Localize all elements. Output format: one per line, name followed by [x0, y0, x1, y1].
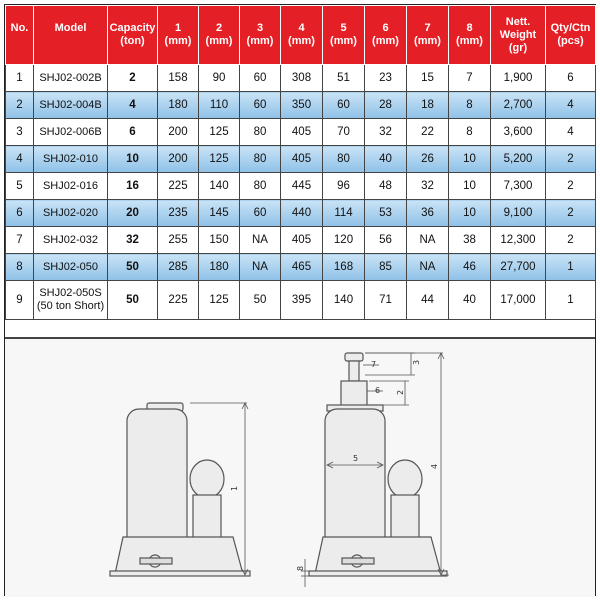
model-subtitle: (50 ton Short): [36, 300, 105, 312]
column-header-text: 6: [382, 22, 389, 34]
table-cell-d4: 440: [281, 200, 323, 227]
jack-dimension-drawing: [5, 337, 595, 597]
table-cell-d7: 26: [407, 146, 449, 173]
column-header: [407, 6, 449, 65]
column-header-text: (mm): [372, 35, 399, 47]
table-cell-d2: 150: [199, 227, 240, 254]
table-cell-capacity: 32: [108, 227, 158, 254]
column-header-text: (mm): [246, 35, 274, 47]
table-cell-d4: 405: [281, 227, 323, 254]
column-header: [199, 6, 240, 65]
pump-body: [193, 495, 221, 541]
column-header: [365, 6, 407, 65]
table-cell-capacity: 20: [108, 200, 158, 227]
table-cell-model: [34, 281, 108, 320]
ram: [341, 381, 367, 407]
column-header: [6, 6, 34, 65]
table-cell-d7: 32: [407, 173, 449, 200]
table-cell-d3: 50: [240, 281, 281, 320]
dim-label-6: 6: [375, 386, 381, 395]
model-name: SHJ02-016: [42, 179, 99, 192]
jack-cylinder: [127, 409, 187, 549]
table-cell-d1: 200: [158, 146, 199, 173]
table-cell-no: 1: [6, 65, 34, 92]
base-plate-right: [309, 571, 447, 576]
table-cell-capacity: 50: [108, 254, 158, 281]
dim-label-5: 5: [353, 454, 359, 463]
table-cell-d1: 180: [158, 92, 199, 119]
table-cell-d1: 158: [158, 65, 199, 92]
table-row: [6, 92, 596, 119]
table-cell-d4: 395: [281, 281, 323, 320]
table-cell-d3: NA: [240, 227, 281, 254]
table-cell-d8: 10: [449, 146, 491, 173]
table-cell-qty: 1: [546, 281, 596, 320]
model-name: SHJ02-032: [42, 233, 99, 246]
spec-sheet: [4, 4, 596, 596]
table-cell-d5: 80: [323, 146, 365, 173]
table-row: [6, 200, 596, 227]
table-cell-model: [34, 146, 108, 173]
table-cell-d3: 60: [240, 92, 281, 119]
model-name: SHJ02-020: [42, 206, 99, 219]
model-name: SHJ02-010: [42, 152, 99, 165]
column-header-text: (gr): [508, 41, 528, 54]
table-cell-d6: 71: [365, 281, 407, 320]
table-cell-no: 2: [6, 92, 34, 119]
table-cell-d8: 38: [449, 227, 491, 254]
table-body: [6, 65, 596, 320]
dim-label-2: 2: [396, 389, 405, 395]
table-cell-d3: 80: [240, 119, 281, 146]
table-cell-d5: 120: [323, 227, 365, 254]
column-header-text: Weight: [499, 28, 537, 41]
column-header: [546, 6, 596, 65]
table-cell-d3: NA: [240, 254, 281, 281]
table-cell-d8: 40: [449, 281, 491, 320]
table-cell-d8: 8: [449, 92, 491, 119]
table-cell-d2: 145: [199, 200, 240, 227]
column-header-text: 1: [174, 22, 182, 34]
model-name: SHJ02-050S: [39, 287, 102, 299]
column-header: [108, 6, 158, 65]
table-cell-capacity: 16: [108, 173, 158, 200]
table-cell-d8: 10: [449, 173, 491, 200]
table-cell-d2: 125: [199, 146, 240, 173]
table-cell-capacity: 50: [108, 281, 158, 320]
column-header-text: (mm): [164, 35, 192, 47]
table-cell-d6: 23: [365, 65, 407, 92]
table-cell-qty: 2: [546, 200, 596, 227]
dim-label-4: 4: [430, 463, 439, 469]
column-header-text: (mm): [330, 35, 357, 47]
table-cell-qty: 2: [546, 146, 596, 173]
table-cell-weight: 9,100: [491, 200, 546, 227]
table-cell-qty: 4: [546, 119, 596, 146]
table-cell-model: [34, 92, 108, 119]
column-header: [449, 6, 491, 65]
table-cell-d6: 48: [365, 173, 407, 200]
column-header-text: 3: [256, 22, 264, 34]
table-cell-d5: 114: [323, 200, 365, 227]
column-header-text: 5: [340, 22, 347, 34]
table-cell-d2: 125: [199, 281, 240, 320]
table-cell-d2: 180: [199, 254, 240, 281]
table-cell-model: [34, 119, 108, 146]
column-header: [240, 6, 281, 65]
column-header-text: Qty/Ctn: [550, 22, 591, 34]
column-header-text: (mm): [456, 35, 483, 47]
table-cell-d6: 40: [365, 146, 407, 173]
model-name: SHJ02-004B: [39, 98, 102, 111]
column-header-text: (ton): [120, 35, 145, 47]
dim-label-8: 8: [296, 565, 305, 571]
table-cell-d3: 80: [240, 146, 281, 173]
table-cell-model: [34, 173, 108, 200]
table-cell-model: [34, 254, 108, 281]
column-header-text: (pcs): [557, 35, 584, 47]
handle-socket: [140, 558, 172, 564]
table-cell-qty: 4: [546, 92, 596, 119]
column-header-text: 7: [424, 22, 431, 34]
table-cell-weight: 17,000: [491, 281, 546, 320]
column-header: [158, 6, 199, 65]
table-cell-weight: 12,300: [491, 227, 546, 254]
table-cell-d6: 32: [365, 119, 407, 146]
model-name: SHJ02-050: [42, 260, 99, 273]
table-row: [6, 173, 596, 200]
table-cell-d4: 405: [281, 146, 323, 173]
column-header-text: Model: [54, 22, 87, 34]
table-cell-d6: 28: [365, 92, 407, 119]
table-cell-d7: 22: [407, 119, 449, 146]
table-cell-d4: 465: [281, 254, 323, 281]
table-cell-qty: 1: [546, 254, 596, 281]
table-cell-d6: 85: [365, 254, 407, 281]
table-cell-d4: 350: [281, 92, 323, 119]
table-cell-d8: 8: [449, 119, 491, 146]
table-cell-d3: 80: [240, 173, 281, 200]
table-cell-d7: 15: [407, 65, 449, 92]
column-header: [281, 6, 323, 65]
column-header-text: 2: [215, 22, 223, 34]
table-cell-model: [34, 227, 108, 254]
jack-base: [115, 537, 243, 574]
dim-label-3: 3: [412, 359, 421, 365]
reservoir-cap: [190, 460, 224, 498]
column-header-text: Nett.: [505, 15, 531, 28]
table-cell-d5: 70: [323, 119, 365, 146]
table-cell-capacity: 2: [108, 65, 158, 92]
jack-base-right: [315, 537, 441, 574]
table-cell-capacity: 10: [108, 146, 158, 173]
table-cell-no: 8: [6, 254, 34, 281]
table-cell-d3: 60: [240, 65, 281, 92]
handle-socket-right: [342, 558, 374, 564]
table-cell-model: [34, 65, 108, 92]
column-header-text: (mm): [288, 35, 315, 47]
table-cell-d4: 308: [281, 65, 323, 92]
table-cell-d3: 60: [240, 200, 281, 227]
table-cell-no: 5: [6, 173, 34, 200]
drawing-canvas: [5, 339, 595, 597]
table-cell-d2: 110: [199, 92, 240, 119]
table-cell-d6: 53: [365, 200, 407, 227]
table-cell-weight: 27,700: [491, 254, 546, 281]
table-cell-d7: NA: [407, 227, 449, 254]
table-cell-qty: 6: [546, 65, 596, 92]
pump-body-right: [391, 495, 419, 541]
table-cell-d8: 46: [449, 254, 491, 281]
column-header-text: (mm): [205, 35, 233, 47]
table-cell-d1: 285: [158, 254, 199, 281]
column-header-text: Capacity: [109, 22, 156, 34]
table-cell-d8: 10: [449, 200, 491, 227]
table-cell-no: 7: [6, 227, 34, 254]
table-cell-d8: 7: [449, 65, 491, 92]
table-cell-no: 6: [6, 200, 34, 227]
table-cell-d7: 36: [407, 200, 449, 227]
column-header: [323, 6, 365, 65]
table-cell-weight: 3,600: [491, 119, 546, 146]
jack-cylinder-right: [325, 409, 385, 549]
table-cell-capacity: 4: [108, 92, 158, 119]
table-cell-d5: 96: [323, 173, 365, 200]
table-cell-d7: 18: [407, 92, 449, 119]
extension-screw-cap: [345, 353, 363, 361]
table-cell-d7: 44: [407, 281, 449, 320]
model-name: SHJ02-006B: [39, 125, 102, 138]
table-cell-no: 3: [6, 119, 34, 146]
base-plate: [110, 571, 250, 576]
table-row: [6, 254, 596, 281]
model-name: SHJ02-002B: [39, 71, 102, 84]
table-cell-d7: NA: [407, 254, 449, 281]
specification-table: [5, 5, 596, 320]
column-header: [34, 6, 108, 65]
table-cell-d1: 225: [158, 281, 199, 320]
table-cell-d5: 51: [323, 65, 365, 92]
table-cell-d4: 445: [281, 173, 323, 200]
extension-screw: [349, 361, 359, 381]
reservoir-cap-right: [388, 460, 422, 498]
table-cell-d1: 225: [158, 173, 199, 200]
table-cell-weight: 5,200: [491, 146, 546, 173]
table-cell-qty: 2: [546, 227, 596, 254]
table-row: [6, 227, 596, 254]
table-header-row: [6, 6, 596, 65]
table-row: [6, 119, 596, 146]
column-header-text: 4: [298, 22, 305, 34]
table-cell-d2: 140: [199, 173, 240, 200]
table-cell-weight: 7,300: [491, 173, 546, 200]
table-cell-d6: 56: [365, 227, 407, 254]
table-cell-weight: 1,900: [491, 65, 546, 92]
column-header-text: No.: [10, 22, 29, 34]
bottle-jack-front-view: [110, 403, 250, 576]
dim-label-1: 1: [230, 485, 239, 491]
dim-label-7: 7: [371, 360, 377, 369]
table-cell-d1: 255: [158, 227, 199, 254]
table-cell-d5: 168: [323, 254, 365, 281]
column-header-text: (mm): [414, 35, 441, 47]
table-cell-d2: 125: [199, 119, 240, 146]
table-cell-d1: 235: [158, 200, 199, 227]
table-cell-d5: 60: [323, 92, 365, 119]
table-cell-no: 4: [6, 146, 34, 173]
table-cell-model: [34, 200, 108, 227]
table-cell-no: 9: [6, 281, 34, 320]
table-cell-d4: 405: [281, 119, 323, 146]
table-cell-d5: 140: [323, 281, 365, 320]
table-row: [6, 65, 596, 92]
table-cell-capacity: 6: [108, 119, 158, 146]
table-cell-weight: 2,700: [491, 92, 546, 119]
table-row: [6, 281, 596, 320]
table-cell-qty: 2: [546, 173, 596, 200]
table-cell-d1: 200: [158, 119, 199, 146]
table-cell-d2: 90: [199, 65, 240, 92]
column-header: [491, 6, 546, 65]
table-row: [6, 146, 596, 173]
column-header-text: 8: [466, 22, 473, 34]
